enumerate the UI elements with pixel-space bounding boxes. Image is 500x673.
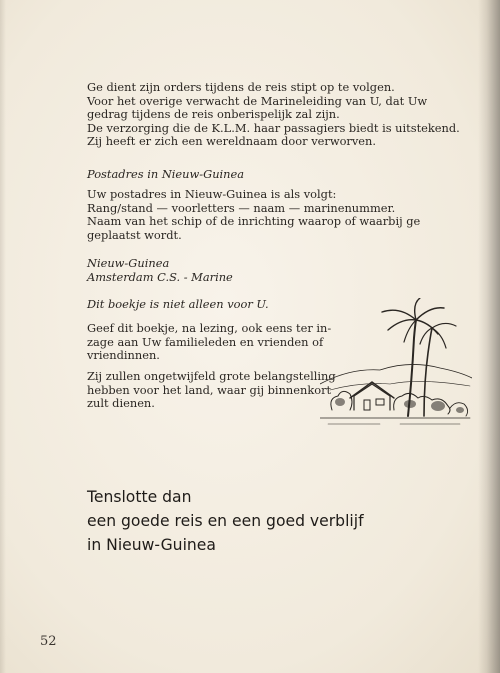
page-number: 52 [40, 634, 57, 649]
closing-message [87, 485, 364, 557]
boekje-heading: Dit boekje is niet alleen voor U. [87, 297, 269, 311]
text-line: Voor het overige verwacht de Marineleiding van U, dat Uw [87, 93, 428, 108]
text-line: Zij heeft er zich een wereldnaam door verworven. [87, 134, 376, 148]
closing-line: Tenslotte dan [87, 488, 192, 506]
address-line: Nieuw-Guinea [87, 256, 170, 270]
postadres-heading: Postadres in Nieuw-Guinea [87, 167, 245, 181]
text-line: Naam van het schip of de inrichting waarop of waarbij ge [87, 214, 421, 228]
text-line: Uw postadres in Nieuw-Guinea is als volgt: [87, 187, 337, 201]
text-line: geplaatst wordt. [87, 227, 182, 242]
address-line: Amsterdam C.S. - Marine [87, 269, 233, 284]
text-line: Rang/stand — voorletters — naam — marinenummer. [87, 200, 396, 215]
book-spine-shadow [478, 0, 500, 673]
paragraph-postadres [87, 188, 420, 242]
text-line: De verzorging die de K.L.M. haar passagiers biedt is uitstekend. [87, 120, 460, 135]
paragraph-orders [87, 81, 460, 149]
text-line: gedrag tijdens de reis onberispelijk zal zijn. [87, 107, 340, 121]
text-line: Zij zullen ongetwijfeld grote belangstelling [87, 369, 336, 383]
paragraph-share [87, 322, 331, 363]
address-block [87, 257, 233, 284]
text-line: Ge dient zijn orders tijdens de reis stipt op te volgen. [87, 80, 395, 94]
closing-line: in Nieuw-Guinea [87, 536, 216, 554]
text-line: vriendinnen. [87, 348, 160, 362]
paragraph-interest [87, 370, 336, 411]
text-line: hebben voor het land, waar gij binnenkort [87, 382, 332, 397]
palm-tree-house-illustration [320, 298, 472, 438]
closing-line: een goede reis en een goed verblijf [87, 512, 364, 530]
page-edge-shadow [0, 0, 6, 673]
text-line: zage aan Uw familieleden en vrienden of [87, 334, 324, 349]
text-line: Geef dit boekje, na lezing, ook eens ter in- [87, 321, 332, 335]
text-line: zult dienen. [87, 396, 155, 410]
